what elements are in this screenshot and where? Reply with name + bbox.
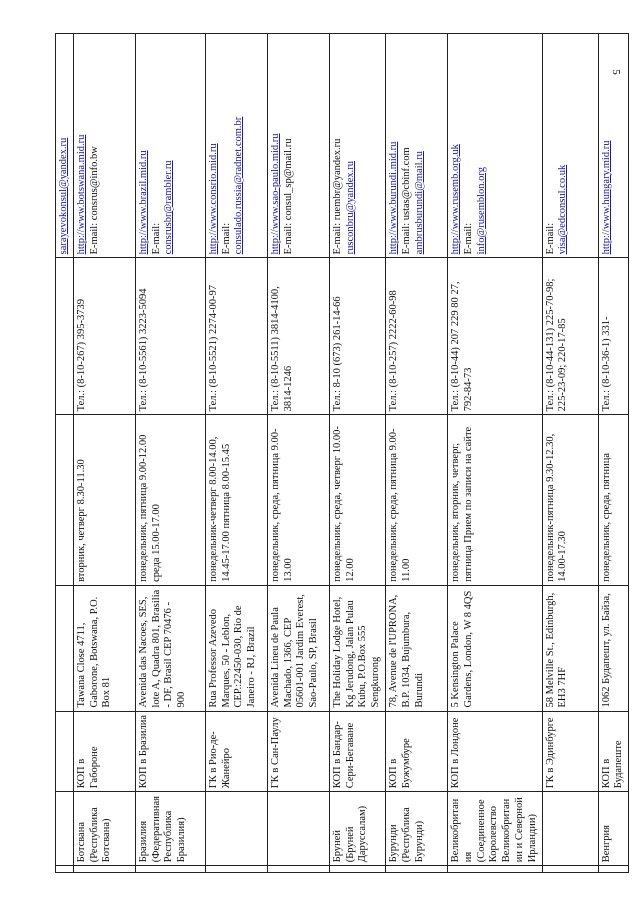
phone-cell: Тел.: (8-10-44) 207 229 80 27, 792-84-73 — [447, 258, 542, 415]
table-cell — [56, 585, 74, 711]
email-line[interactable]: visa@edconsul.co.uk — [557, 164, 569, 255]
edge-cell — [385, 866, 447, 873]
phone-cell: Тел.: (8-10-44-131) 225-70-98; 225-23-09; 220-17-85 — [542, 258, 598, 415]
office-cell: КОП в Лондоне — [447, 711, 542, 792]
website-link[interactable]: http://www.brazil.mid.ru — [137, 150, 149, 255]
hours-cell: понедельник, среда, четверг 10.00-12.00 — [329, 415, 385, 585]
contacts-cell — [447, 34, 542, 258]
contacts-cell — [385, 34, 447, 258]
rotated-table-area — [55, 33, 625, 873]
address-cell: 58 Melville St., Edinburgh, EH3 7HF — [542, 585, 598, 711]
office-cell: КОП в Будапеште — [598, 711, 629, 792]
table-cell — [56, 711, 74, 792]
table-row — [73, 34, 135, 873]
hours-cell: понедельник, среда, пятница 9.00-11.00 — [385, 415, 447, 585]
email-line[interactable]: ambrusburundi@mail.ru — [413, 151, 425, 255]
edge-cell — [329, 866, 385, 873]
address-cell: The Holiday Lodge Hotel, Kg Jerudong, Jalan Pulau Kubu, P.O.Box 555 Sengkurong — [329, 585, 385, 711]
email-line: E-mail: — [544, 222, 556, 255]
contacts-cell — [329, 34, 385, 258]
email-line[interactable]: consulado.russia@radnet.com.br — [233, 116, 245, 255]
address-cell: 78, Avenue de l'UPRONA, B.P. 1034, Bujumbura, Burundi — [385, 585, 447, 711]
table-row — [598, 34, 629, 873]
website-link[interactable]: http://www.rusemb.org.uk — [449, 144, 461, 255]
office-cell: КОП в Бужумбуре — [385, 711, 447, 792]
edge-cell — [205, 866, 267, 873]
table-row — [447, 34, 542, 873]
table-row — [135, 34, 205, 873]
table-row — [267, 34, 329, 873]
hours-cell: понедельник, пятница 9.00-12.00 среда 15.00-17.00 — [135, 415, 205, 585]
office-cell: ГК в Рио-де-Жанейро — [205, 711, 267, 792]
email-line: E-mail: — [462, 222, 474, 255]
office-cell: ГК в Эдинбурге — [542, 711, 598, 792]
address-cell: 5 Kensington Palace Gardens, London, W 8 4QS — [447, 585, 542, 711]
phone-cell: Тел.: (8-10-257) 2222-60-98 — [385, 258, 447, 415]
country-cell: Бразилия (Федеративная Республика Бразилия) — [135, 792, 205, 866]
email-line[interactable]: E-mail: ruembr@yandex.ru — [331, 138, 343, 255]
office-cell: ГК в Сан-Паулу — [267, 711, 329, 792]
contacts-cell — [73, 34, 135, 258]
table-cell — [56, 415, 74, 585]
email-line[interactable]: E-mail: ustas@cbinf.com — [400, 147, 412, 255]
country-cell — [542, 792, 598, 866]
email-line[interactable]: consrusbr@rambler.ru — [163, 160, 175, 255]
country-cell: Ботсвана (Республика Ботсвана) — [73, 792, 135, 866]
table-row — [385, 34, 447, 873]
table-cell — [56, 258, 74, 415]
email-line: E-mail: — [220, 222, 232, 255]
phone-cell: Тел.: (8-10-36-1) 331- — [598, 258, 629, 415]
country-cell: Бруней (Бруней Даруссалам) — [329, 792, 385, 866]
contacts-cell — [598, 34, 629, 258]
address-cell: 1062 Будапешт, ул. Байза, — [598, 585, 629, 711]
phone-cell: Тел.: (8-10-267) 395-3739 — [73, 258, 135, 415]
page-number: 5 — [609, 69, 622, 75]
website-link[interactable]: http://www.hungary.mid.ru — [600, 140, 612, 255]
hours-cell: понедельник, среда, пятница 9.00-13.00 — [267, 415, 329, 585]
address-cell: Avenida das Nacoes, SES, lote A, Quadra 801, Brasilia - DF, Brasil CEP 70476 - 900 — [135, 585, 205, 711]
country-cell — [267, 792, 329, 866]
table-cell — [56, 866, 74, 873]
consular-offices-table — [55, 33, 629, 873]
edge-cell — [542, 866, 598, 873]
phone-cell: Тел.: (8-10-5511) 3814-4100, 3814-1246 — [267, 258, 329, 415]
hours-cell: понедельник, вторник, четверг, пятница Прием по записи на сайте — [447, 415, 542, 585]
website-link[interactable]: http://www.botswana.mid.ru — [75, 134, 87, 255]
phone-cell: Тел.: (8-10-5561) 3223-5094 — [135, 258, 205, 415]
country-cell — [205, 792, 267, 866]
website-link[interactable]: http://www.burundi.mid.ru — [387, 141, 399, 255]
hours-cell: вторник, четверг 8.30-11.30 — [73, 415, 135, 585]
table-row — [329, 34, 385, 873]
address-cell: Tawana Close 4711, Gaborone, Botswana, P.O. Box 81 — [73, 585, 135, 711]
contacts-cell — [542, 34, 598, 258]
email-line[interactable]: info@rusemblon.org — [475, 167, 487, 255]
address-cell: Rua Professor Azevedo Marques, 50 - Leblon, CEP.:22450-030, Rio de Janeiro - RJ, Brazil — [205, 585, 267, 711]
edge-cell — [73, 866, 135, 873]
table-row-partial-top — [56, 34, 74, 873]
edge-cell — [447, 866, 542, 873]
office-cell: КОП в Габороне — [73, 711, 135, 792]
address-cell: Avenida Lineu de Paula Machado, 1366, CEP 05601-001 Jardim Everest, Sao-Paulo, SP, Brasil — [267, 585, 329, 711]
hours-cell: понедельник-пятница 9.30-12.30, 14.00-17.30 — [542, 415, 598, 585]
office-cell: КОП в Бразилиа — [135, 711, 205, 792]
hours-cell: понедельник-четверг 8.00-14.00, 14.45-17.00 пятница 8.00-15.45 — [205, 415, 267, 585]
office-cell: КОП в Бандар-Сери-Бегаване — [329, 711, 385, 792]
country-cell: Венгрия — [598, 792, 629, 866]
contacts-cell — [135, 34, 205, 258]
phone-cell: Тел.: 8-10 (673) 261-14-66 — [329, 258, 385, 415]
email-line: E-mail: — [150, 222, 162, 255]
email-line[interactable]: rusconbru@yandex.ru — [344, 161, 356, 255]
email-line[interactable]: E-mail: consrus@info.bw — [88, 146, 100, 255]
table-cell — [56, 792, 74, 866]
edge-cell — [267, 866, 329, 873]
hours-cell: понедельник, среда, пятница — [598, 415, 629, 585]
table-row — [205, 34, 267, 873]
contacts-cell — [56, 34, 74, 258]
contacts-cell — [267, 34, 329, 258]
edge-cell — [135, 866, 205, 873]
email-line[interactable]: E-mail: consul_sp@mail.ru — [282, 138, 294, 255]
table-row — [542, 34, 598, 873]
website-link[interactable]: http://www.sao-paulo.mid.ru — [269, 133, 281, 255]
country-cell: Великобритания (Соединенное Королевство Великобритании и Северной Ирландии) — [447, 792, 542, 866]
contacts-cell — [205, 34, 267, 258]
country-cell: Бурунди (Республика Бурунди) — [385, 792, 447, 866]
edge-cell — [598, 866, 629, 873]
website-link[interactable]: http://www.consrio.mid.ru — [207, 143, 219, 255]
email-link[interactable]: sarayevokonsul@yandex.ru — [58, 137, 69, 255]
phone-cell: Тел.: (8-10-5521) 2274-00-97 — [205, 258, 267, 415]
